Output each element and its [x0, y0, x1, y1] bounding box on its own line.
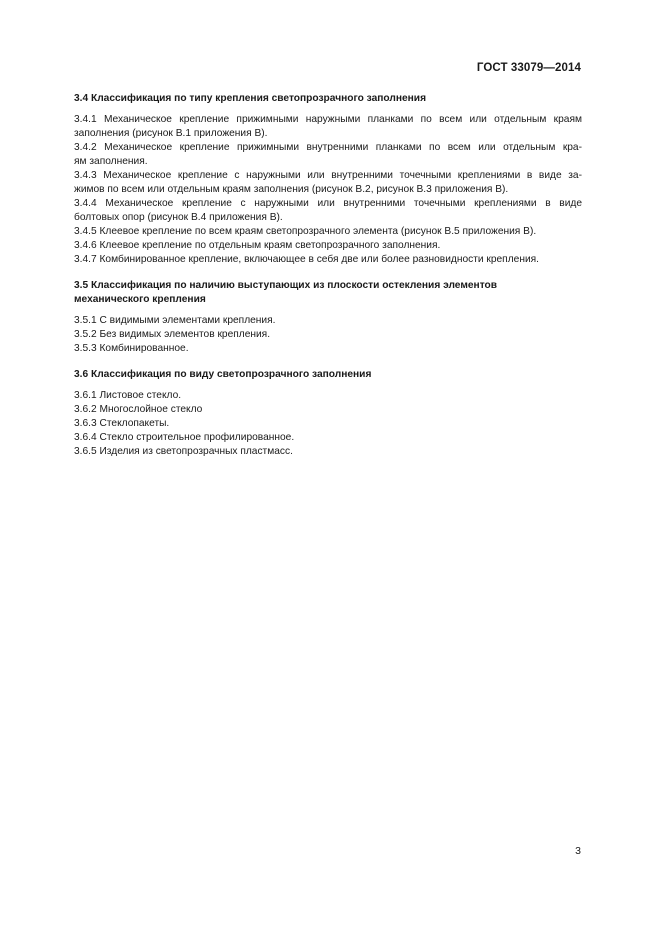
clause-3-4-2-line-1: 3.4.2 Механическое крепление прижимными внутренними планками по всем или отдельным кра-: [74, 142, 582, 153]
clause-3-6-5-line-1: 3.6.5 Изделия из светопрозрачных пластмасс.: [74, 446, 293, 457]
clause-3-6-1-line-1: 3.6.1 Листовое стекло.: [74, 390, 182, 401]
clause-3-5-1-line-1: 3.5.1 С видимыми элементами крепления.: [74, 315, 276, 326]
clause-3-4-1: [74, 113, 582, 141]
clause-3-4-1-line-2: заполнения (рисунок В.1 приложения В).: [74, 128, 268, 139]
clause-3-6-4-line-1: 3.6.4 Стекло строительное профилированное.: [74, 432, 295, 443]
clause-3-4-6-line-1: 3.4.6 Клеевое крепление по отдельным краям светопрозрачного заполнения.: [74, 240, 441, 251]
clause-3-4-3-line-1: 3.4.3 Механическое крепление с наружными или внутренними точечными креплениями в виде за-: [74, 170, 582, 181]
clause-3-6-1: [74, 389, 582, 403]
clause-3-4-3-line-2: жимов по всем или отдельным краям заполнения (рисунок В.2, рисунок В.3 приложения В).: [74, 184, 509, 195]
section-title-3-5: [74, 279, 582, 307]
clause-3-4-5: [74, 225, 582, 239]
page-header: ГОСТ 33079—2014: [476, 62, 581, 74]
document-body: [74, 92, 582, 459]
clause-3-4-4-line-1: 3.4.4 Механическое крепление с наружными или внутренними точечными креплениями в виде: [74, 198, 582, 209]
clause-3-6-2: [74, 403, 582, 417]
clause-3-4-4: [74, 197, 582, 225]
clause-3-4-7: [74, 253, 582, 267]
clause-3-4-1-line-1: 3.4.1 Механическое крепление прижимными наружными планками по всем или отдельным краям: [74, 114, 582, 125]
clause-3-6-3: [74, 417, 582, 431]
clause-3-4-6: [74, 239, 582, 253]
clause-3-4-2-line-2: ям заполнения.: [74, 156, 148, 167]
clause-3-5-3: [74, 342, 582, 356]
clause-3-5-1: [74, 314, 582, 328]
clause-3-4-4-line-2: болтовых опор (рисунок В.4 приложения В).: [74, 212, 283, 223]
clause-3-5-2: [74, 328, 582, 342]
clause-3-6-2-line-1: 3.6.2 Многослойное стекло: [74, 404, 203, 415]
clause-3-4-2: [74, 141, 582, 169]
clause-3-6-4: [74, 431, 582, 445]
clause-3-4-5-line-1: 3.4.5 Клеевое крепление по всем краям светопрозрачного элемента (рисунок В.5 приложения В).: [74, 226, 537, 237]
section-title-3-4: 3.4 Классификация по типу крепления светопрозрачного заполнения: [74, 93, 427, 104]
section-title-3-6: 3.6 Классификация по виду светопрозрачного заполнения: [74, 369, 372, 380]
section-title-3-5-line-2: механического крепления: [74, 294, 206, 305]
clause-3-5-3-line-1: 3.5.3 Комбинированное.: [74, 343, 189, 354]
clause-3-6-5: [74, 445, 582, 459]
page-number: 3: [575, 845, 581, 857]
section-title-3-5-line-1: 3.5 Классификация по наличию выступающих из плоскости остекления элементов: [74, 280, 498, 291]
clause-3-4-7-line-1: 3.4.7 Комбинированное крепление, включающее в себя две или более разновидности крепления.: [74, 254, 539, 265]
clause-3-4-3: [74, 169, 582, 197]
clause-3-6-3-line-1: 3.6.3 Стеклопакеты.: [74, 418, 170, 429]
clause-3-5-2-line-1: 3.5.2 Без видимых элементов крепления.: [74, 329, 271, 340]
